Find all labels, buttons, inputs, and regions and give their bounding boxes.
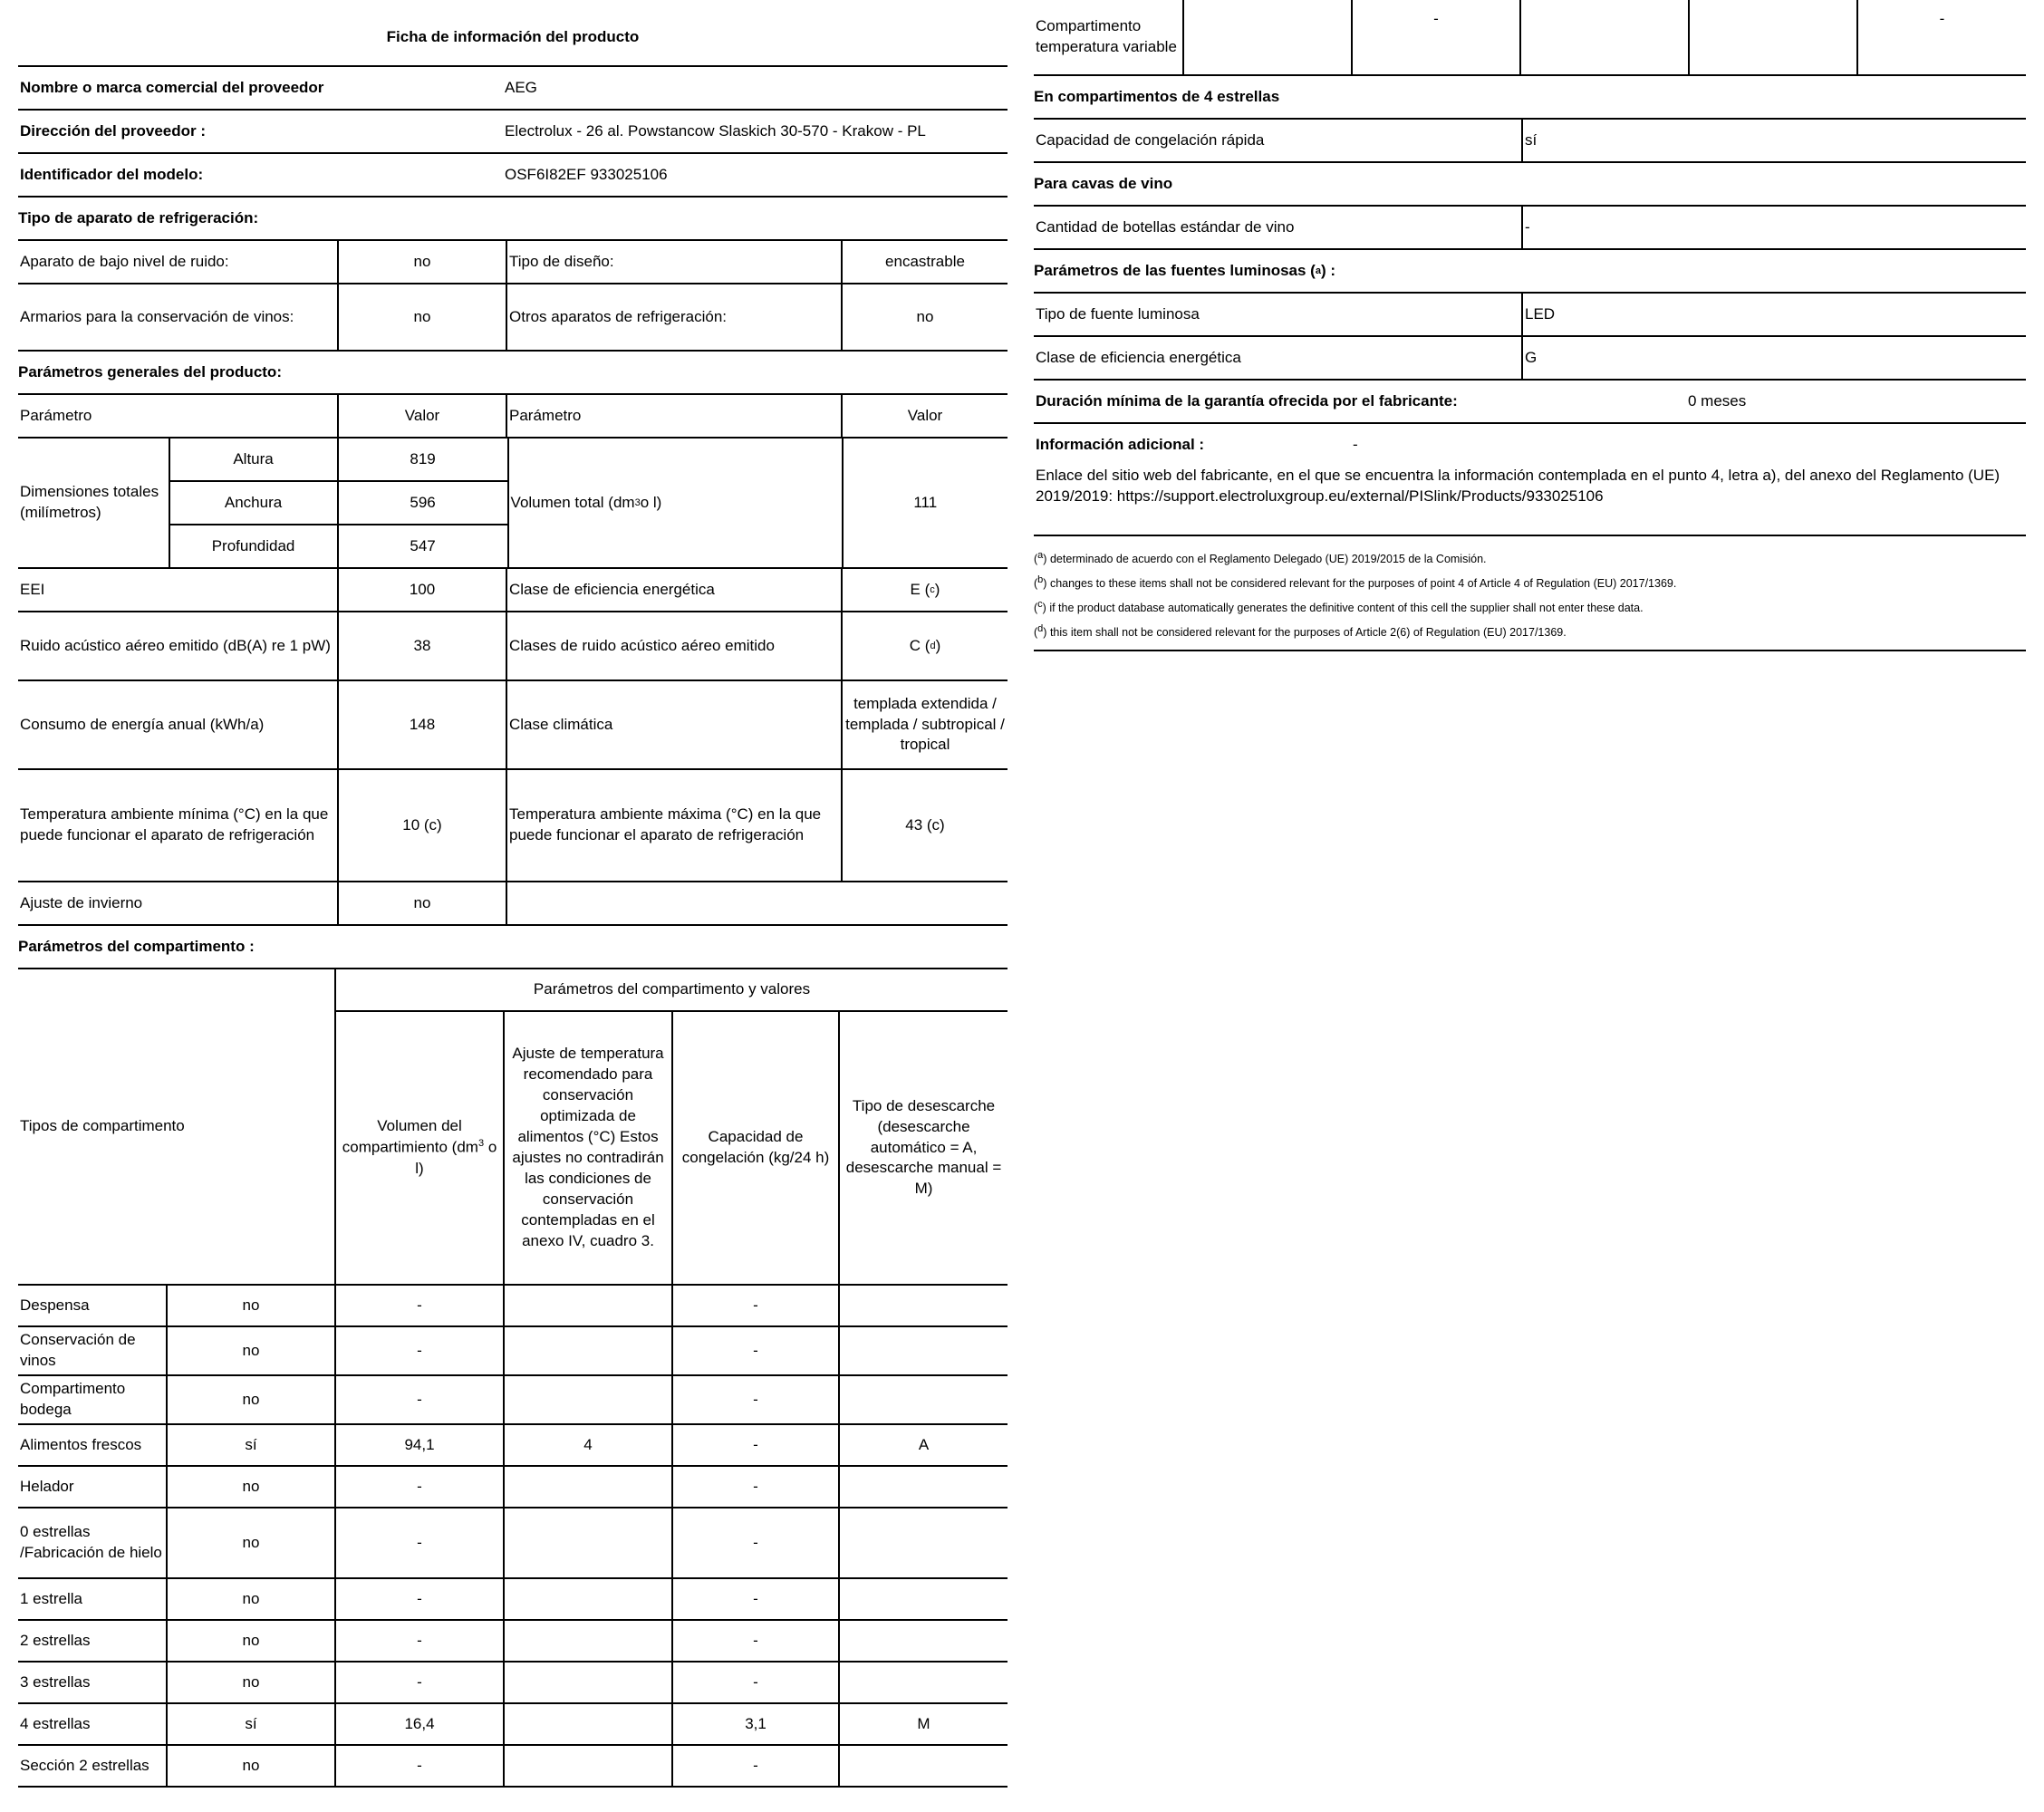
compartment-temperature [504,1375,672,1424]
compartment-name: Helador [18,1466,167,1508]
noise-class-label: Clases de ruido acústico aéreo emitido [506,612,841,680]
compartment-temperature [504,1466,672,1508]
winter-value: no [337,882,506,924]
compartment-present: no [167,1745,335,1787]
bottles-label: Cantidad de botellas estándar de vino [1036,217,1295,236]
height-value: 819 [337,439,507,480]
low-noise-value: no [337,241,506,283]
energy-class-value: E ( c ) [841,569,1008,611]
col-defrost-header: Tipo de desescarche (desescarche automático = A, desescarche manual = M) [839,1011,1008,1285]
compartment-freezing-capacity: - [672,1620,839,1662]
variable-temp-row [1034,0,2026,76]
dimensions-label: Dimensiones totales (milímetros) [20,483,159,521]
compartment-volume: - [335,1578,504,1620]
min-temp-label: Temperatura ambiente mínima (°C) en la que puede funcionar el aparato de refrigeración [20,805,329,843]
compartment-present: sí [167,1424,335,1466]
compartment-present: no [167,1578,335,1620]
variable-temp-cell [1182,0,1351,74]
eei-label: EEI [20,580,45,598]
compartment-temperature [504,1662,672,1703]
compartment-row [18,1703,1008,1745]
compartment-volume: - [335,1285,504,1326]
compartment-defrost-type [839,1745,1008,1787]
design-label: Tipo de diseño: [506,241,841,283]
dimensions-block [18,439,1008,569]
compartment-present: no [167,1508,335,1578]
compartment-volume: - [335,1326,504,1375]
total-volume-value: 111 [842,439,1008,567]
col-temperature-header: Ajuste de temperatura recomendado para conservación optimizada de alimentos (°C) Estos ajustes no contradirán las condiciones de conservación contempladas en el anexo IV, cuadro 3. [504,1011,672,1285]
fast-freeze-value: sí [1521,120,2026,161]
design-value: encastrable [841,241,1008,283]
temperature-row [18,770,1008,882]
compartment-temperature [504,1285,672,1326]
compartment-row [18,1745,1008,1787]
compartment-temperature [504,1326,672,1375]
compartment-name: Alimentos frescos [18,1424,167,1466]
compartment-freezing-capacity: - [672,1375,839,1424]
guarantee-row [1034,381,2026,424]
min-temp-value: 10 (c) [337,770,506,881]
max-temp-value: 43 (c) [841,770,1008,881]
width-value: 596 [337,482,507,524]
light-class-row [1034,337,2026,381]
variable-temp-cell [1519,0,1688,74]
compartment-defrost-type [839,1375,1008,1424]
compartment-temperature [504,1620,672,1662]
variable-temp-cell [1688,0,1856,74]
compartments-table [18,969,1008,1788]
compartment-name: 0 estrellas /Fabricación de hielo [18,1508,167,1578]
depth-label: Profundidad [211,536,295,554]
light-class-value: G [1521,337,2026,379]
compartment-volume: - [335,1466,504,1508]
compartment-present: no [167,1375,335,1424]
compartment-freezing-capacity: - [672,1508,839,1578]
compartment-freezing-capacity: - [672,1466,839,1508]
eei-value: 100 [337,569,506,611]
other-appliance-label: Otros aparatos de refrigeración: [506,284,841,350]
eei-row [18,569,1008,612]
compartment-name: 2 estrellas [18,1620,167,1662]
compartment-group-header: Parámetros del compartimento y valores [335,969,1008,1011]
compartment-name: Compartimento bodega [18,1375,167,1424]
additional-info-row [1034,424,2026,466]
model-value: OSF6I82EF 933025106 [505,165,668,183]
light-source-heading: Parámetros de las fuentes luminosas ( a ) : [1034,250,2026,294]
wine-row [18,284,1008,352]
compartment-defrost-type [839,1326,1008,1375]
model-label: Identificador del modelo: [20,165,204,183]
light-class-label: Clase de eficiencia energética [1036,348,1241,366]
width-label: Anchura [224,493,283,511]
footnote: (a) determinado de acuerdo con el Reglamento Delegado (UE) 2019/2015 de la Comisión. [1034,550,1487,566]
low-noise-label: Aparato de bajo nivel de ruido: [20,252,229,270]
compartment-volume: - [335,1508,504,1578]
value-header-2: Valor [841,395,1008,437]
footnotes [1034,536,2026,651]
bottles-value: - [1521,207,2026,248]
compartment-freezing-capacity: - [672,1745,839,1787]
fast-freeze-label: Capacidad de congelación rápida [1036,130,1265,149]
page-title: Ficha de información del producto [18,0,1008,67]
variable-temp-label: Compartimento temperatura variable [1036,17,1177,55]
light-type-value: LED [1521,294,2026,335]
param-header-2: Parámetro [506,395,841,437]
appliance-type-heading: Tipo de aparato de refrigeración: [18,198,1008,241]
col-volume-header: Volumen del compartimiento ($dm^3$ o l) [335,1011,504,1285]
light-type-label: Tipo de fuente luminosa [1036,304,1200,323]
compartment-row [18,1424,1008,1466]
four-star-heading: En compartimentos de 4 estrellas [1034,76,2026,120]
compartment-freezing-capacity: - [672,1578,839,1620]
compartment-freezing-capacity: 3,1 [672,1703,839,1745]
compartment-volume: - [335,1375,504,1424]
depth-value: 547 [337,525,507,567]
variable-temp-cell: - [1856,0,2026,74]
compartment-types-label: Tipos de compartimento [18,969,335,1285]
compartment-present: no [167,1285,335,1326]
compartment-row [18,1466,1008,1508]
compartment-freezing-capacity: - [672,1662,839,1703]
other-appliance-value: no [841,284,1008,350]
noise-label: Ruido acústico aéreo emitido (dB(A) re 1 pW) [20,636,331,654]
noise-class-value: C ( d ) [841,612,1008,680]
wine-label: Armarios para la conservación de vinos: [20,307,294,325]
compartment-row [18,1375,1008,1424]
supplier-address-value: Electrolux - 26 al. Powstancow Slaskich 30-570 - Krakow - PL [505,121,926,140]
compartment-freezing-capacity: - [672,1424,839,1466]
fast-freeze-row [1034,120,2026,163]
footnote: (d) this item shall not be considered relevant for the purposes of Article 2(6) of Regulation (EU) 2017/1369. [1034,623,1567,640]
climate-value: templada extendida / templada / subtropical / tropical [841,681,1008,768]
supplier-address-label: Dirección del proveedor : [20,121,206,140]
general-parameters-heading: Parámetros generales del producto: [18,352,1008,395]
compartment-present: sí [167,1703,335,1745]
compartment-temperature [504,1578,672,1620]
variable-temp-cell: - [1351,0,1519,74]
winter-label: Ajuste de invierno [20,893,143,911]
supplier-name-value: AEG [505,78,537,96]
guarantee-value: 0 meses [1688,391,1747,410]
consumption-row [18,681,1008,770]
footnote: (c) if the product database automatically generates the definitive content of this cell the supplier shall not enter these data. [1034,599,1644,615]
total-volume-label: Volumen total (dm 3 o l) [507,439,842,567]
noise-value: 38 [337,612,506,680]
additional-info-label: Información adicional : [1036,435,1205,453]
param-header: Parámetro [20,406,92,424]
manufacturer-link-text: Enlace del sitio web del fabricante, en el que se encuentra la información contemplada en el punto 4, letra a), del anexo del Reglamento (UE) 2019/2019: https://support.electroluxgroup.eu/external/PISlink/Products/933025106 [1036,467,2001,505]
compartment-present: no [167,1620,335,1662]
energy-class-label: Clase de eficiencia energética [506,569,841,611]
dimensions-subgrid [169,439,507,567]
compartment-name: Conservación de vinos [18,1326,167,1375]
consumption-label: Consumo de energía anual (kWh/a) [20,715,265,733]
consumption-value: 148 [337,681,506,768]
compartment-freezing-capacity: - [672,1326,839,1375]
compartment-row [18,1508,1008,1578]
footnote: (b) changes to these items shall not be considered relevant for the purposes of point 4 of Article 4 of Regulation (EU) 2017/1369. [1034,574,1677,591]
light-type-row [1034,294,2026,337]
bottles-row [1034,207,2026,250]
additional-info-value: - [1353,435,1358,453]
wine-value: no [337,284,506,350]
compartment-volume: 16,4 [335,1703,504,1745]
manufacturer-link-row [1034,466,2026,536]
compartment-defrost-type [839,1578,1008,1620]
compartment-freezing-capacity: - [672,1285,839,1326]
compartment-present: no [167,1326,335,1375]
compartment-name: 1 estrella [18,1578,167,1620]
compartment-name: Sección 2 estrellas [18,1745,167,1787]
climate-label: Clase climática [506,681,841,768]
compartment-temperature [504,1508,672,1578]
model-row [18,154,1008,198]
height-label: Altura [233,449,274,467]
compartment-defrost-type [839,1662,1008,1703]
compartment-name: Despensa [18,1285,167,1326]
supplier-address-row [18,111,1008,154]
compartment-name: 3 estrellas [18,1662,167,1703]
compartment-present: no [167,1466,335,1508]
max-temp-label: Temperatura ambiente máxima (°C) en la que puede funcionar el aparato de refrigeración [506,770,841,881]
compartment-defrost-type [839,1620,1008,1662]
left-column [18,0,1008,1788]
guarantee-label: Duración mínima de la garantía ofrecida por el fabricante: [1036,391,1458,410]
col-freezing-header: Capacidad de congelación (kg/24 h) [672,1011,839,1285]
value-header: Valor [337,395,506,437]
low-noise-row [18,241,1008,284]
compartment-defrost-type: A [839,1424,1008,1466]
compartment-row [18,1326,1008,1375]
compartment-row [18,1620,1008,1662]
compartment-defrost-type [839,1466,1008,1508]
compartment-temperature: 4 [504,1424,672,1466]
compartment-defrost-type: M [839,1703,1008,1745]
compartment-present: no [167,1662,335,1703]
compartment-temperature [504,1745,672,1787]
compartment-volume: 94,1 [335,1424,504,1466]
compartment-parameters-heading: Parámetros del compartimento : [18,926,1008,969]
compartment-row [18,1285,1008,1326]
compartment-volume: - [335,1745,504,1787]
winter-row [18,882,1008,926]
wine-heading: Para cavas de vino [1034,163,2026,207]
noise-row [18,612,1008,681]
compartment-defrost-type [839,1508,1008,1578]
compartment-temperature [504,1703,672,1745]
compartment-volume: - [335,1662,504,1703]
compartment-volume: - [335,1620,504,1662]
general-header-row [18,395,1008,439]
compartment-row [18,1662,1008,1703]
right-column [1034,0,2026,651]
compartment-name: 4 estrellas [18,1703,167,1745]
supplier-name-row [18,67,1008,111]
supplier-name-label: Nombre o marca comercial del proveedor [20,78,324,96]
compartment-row [18,1578,1008,1620]
compartment-defrost-type [839,1285,1008,1326]
